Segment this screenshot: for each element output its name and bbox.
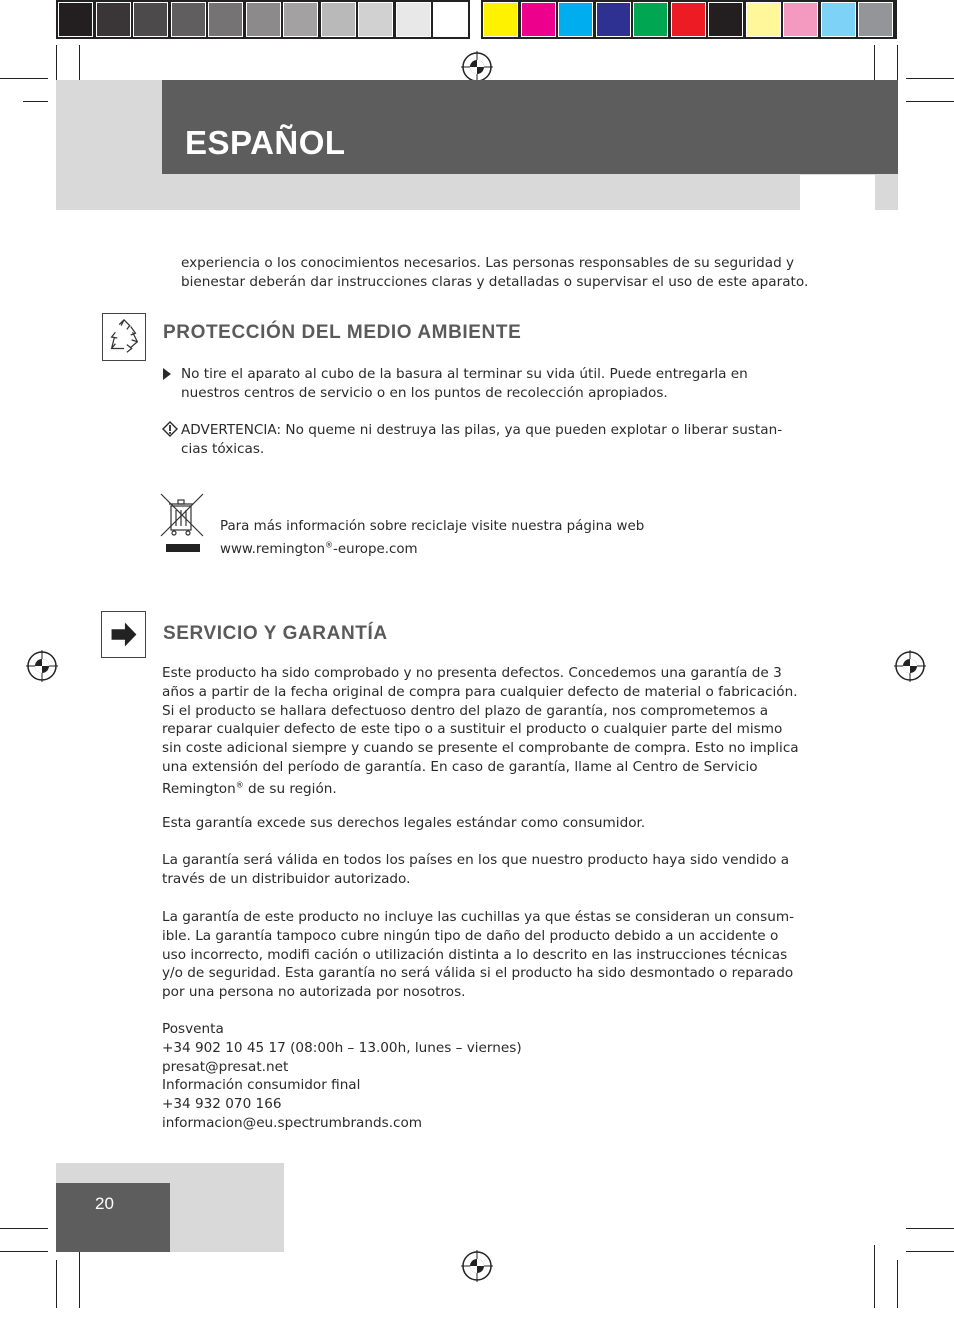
warning-line: ADVERTENCIA: No queme ni destruya las pilas, ya que pueden explotar o liberar sustan-: [181, 422, 783, 438]
arrow-icon-box: [101, 611, 146, 658]
color-swatch: [96, 2, 131, 37]
service-paragraph-4: [162, 908, 794, 1002]
text-line: Remington® de su región.: [162, 780, 337, 798]
color-swatch: [483, 2, 518, 37]
contact-phone[interactable]: +34 932 070 166: [162, 1096, 282, 1113]
color-swatch: [858, 2, 893, 37]
arrow-right-icon: [102, 612, 145, 657]
page-number: 20: [95, 1194, 114, 1213]
contact-email[interactable]: presat@presat.net: [162, 1058, 289, 1075]
bullet-triangle-icon: [162, 367, 172, 381]
bullet-line: No tire el aparato al cubo de la basura al terminar su vida útil. Puede entregarla en: [181, 366, 748, 382]
color-swatch: [58, 2, 93, 37]
bullet-line: nuestros centros de servicio o en los puntos de recolección apropiados.: [181, 384, 668, 401]
color-swatch: [746, 2, 781, 37]
color-swatch: [708, 2, 743, 37]
color-swatch: [133, 2, 168, 37]
color-swatch: [246, 2, 281, 37]
recycling-info: [220, 518, 644, 560]
intro-paragraph: [181, 254, 808, 292]
registration-mark-icon: [461, 1250, 493, 1282]
text-line: sin coste adicional siempre y cuando se presente el comprobante de compra. Esto no implica: [162, 740, 799, 757]
header-gap: [800, 175, 875, 210]
contact-label: Información consumidor final: [162, 1077, 361, 1094]
color-swatch: [358, 2, 393, 37]
intro-line: bienestar deberán dar instrucciones claras y detalladas o supervisar el uso de este aparato.: [181, 273, 809, 290]
registration-mark-icon: [26, 650, 58, 682]
contact-phone[interactable]: +34 902 10 45 17 (08:00h – 13.00h, lunes – viernes): [162, 1039, 522, 1056]
color-swatch: [321, 2, 356, 37]
color-swatch: [433, 2, 468, 37]
contact-block: [162, 1020, 522, 1133]
color-swatch: [521, 2, 556, 37]
text-line: La garantía de este producto no incluye las cuchillas ya que éstas se consideran un consum-: [162, 909, 794, 925]
color-swatch: [558, 2, 593, 37]
text-line: La garantía será válida en todos los países en los que nuestro producto haya sido vendido a: [162, 852, 790, 868]
text-line: Si el producto se hallara defectuoso dentro del plazo de garantía, nos comprometemos a: [162, 702, 769, 719]
warning-paragraph: [181, 421, 782, 459]
color-swatch: [671, 2, 706, 37]
section-title-service: SERVICIO Y GARANTÍA: [163, 623, 388, 644]
service-paragraph-1: [162, 664, 799, 799]
text-line: través de un distribuidor autorizado.: [162, 870, 411, 887]
recycle-icon: [103, 314, 145, 360]
color-swatch: [633, 2, 668, 37]
color-swatch: [171, 2, 206, 37]
weee-bin-icon: [159, 492, 205, 554]
color-swatch: [283, 2, 318, 37]
text-line: años a partir de la fecha original de compra para cualquier defecto de material o fabricación.: [162, 683, 798, 700]
color-swatch: [396, 2, 431, 37]
text-line: Este producto ha sido comprobado y no presenta defectos. Concedemos una garantía de 3: [162, 665, 782, 681]
registration-mark-icon: [461, 51, 493, 83]
section-title-environment: PROTECCIÓN DEL MEDIO AMBIENTE: [163, 322, 522, 343]
color-swatch: [208, 2, 243, 37]
text-line: una extensión del período de garantía. En caso de garantía, llame al Centro de Servicio: [162, 758, 758, 775]
color-swatch: [783, 2, 818, 37]
warning-icon: [162, 421, 178, 437]
recycle-icon-box: [102, 313, 146, 361]
recycling-info-line: Para más información sobre reciclaje visite nuestra página web: [220, 519, 645, 534]
warning-line: cias tóxicas.: [181, 440, 265, 457]
page-title: ESPAÑOL: [185, 124, 346, 161]
registration-mark-icon: [894, 650, 926, 682]
service-paragraph-3: [162, 851, 789, 889]
contact-label: Posventa: [162, 1021, 224, 1037]
environment-bullet: [181, 365, 748, 403]
service-paragraph-2: Esta garantía excede sus derechos legales estándar como consumidor.: [162, 815, 646, 831]
recycling-website[interactable]: www.remington®-europe.com: [220, 540, 418, 558]
text-line: uso incorrecto, modifi cación o utilización distinta a lo descrito en las instrucciones técnicas: [162, 946, 788, 963]
text-line: por una persona no autorizada por nosotros.: [162, 984, 466, 1001]
contact-email[interactable]: informacion@eu.spectrumbrands.com: [162, 1114, 423, 1131]
text-line: ible. La garantía tampoco cubre ningún tipo de daño del producto debido a un accidente o: [162, 927, 779, 944]
color-swatch: [596, 2, 631, 37]
intro-line: experiencia o los conocimientos necesarios. Las personas responsables de su seguridad y: [181, 255, 795, 271]
text-line: y/o de seguridad. Esta garantía no será válida si el producto ha sido desmontado o reparado: [162, 965, 794, 982]
text-line: reparar cualquier defecto de este tipo o a sustituir el producto o cualquier parte del mismo: [162, 721, 783, 738]
color-swatch: [821, 2, 856, 37]
